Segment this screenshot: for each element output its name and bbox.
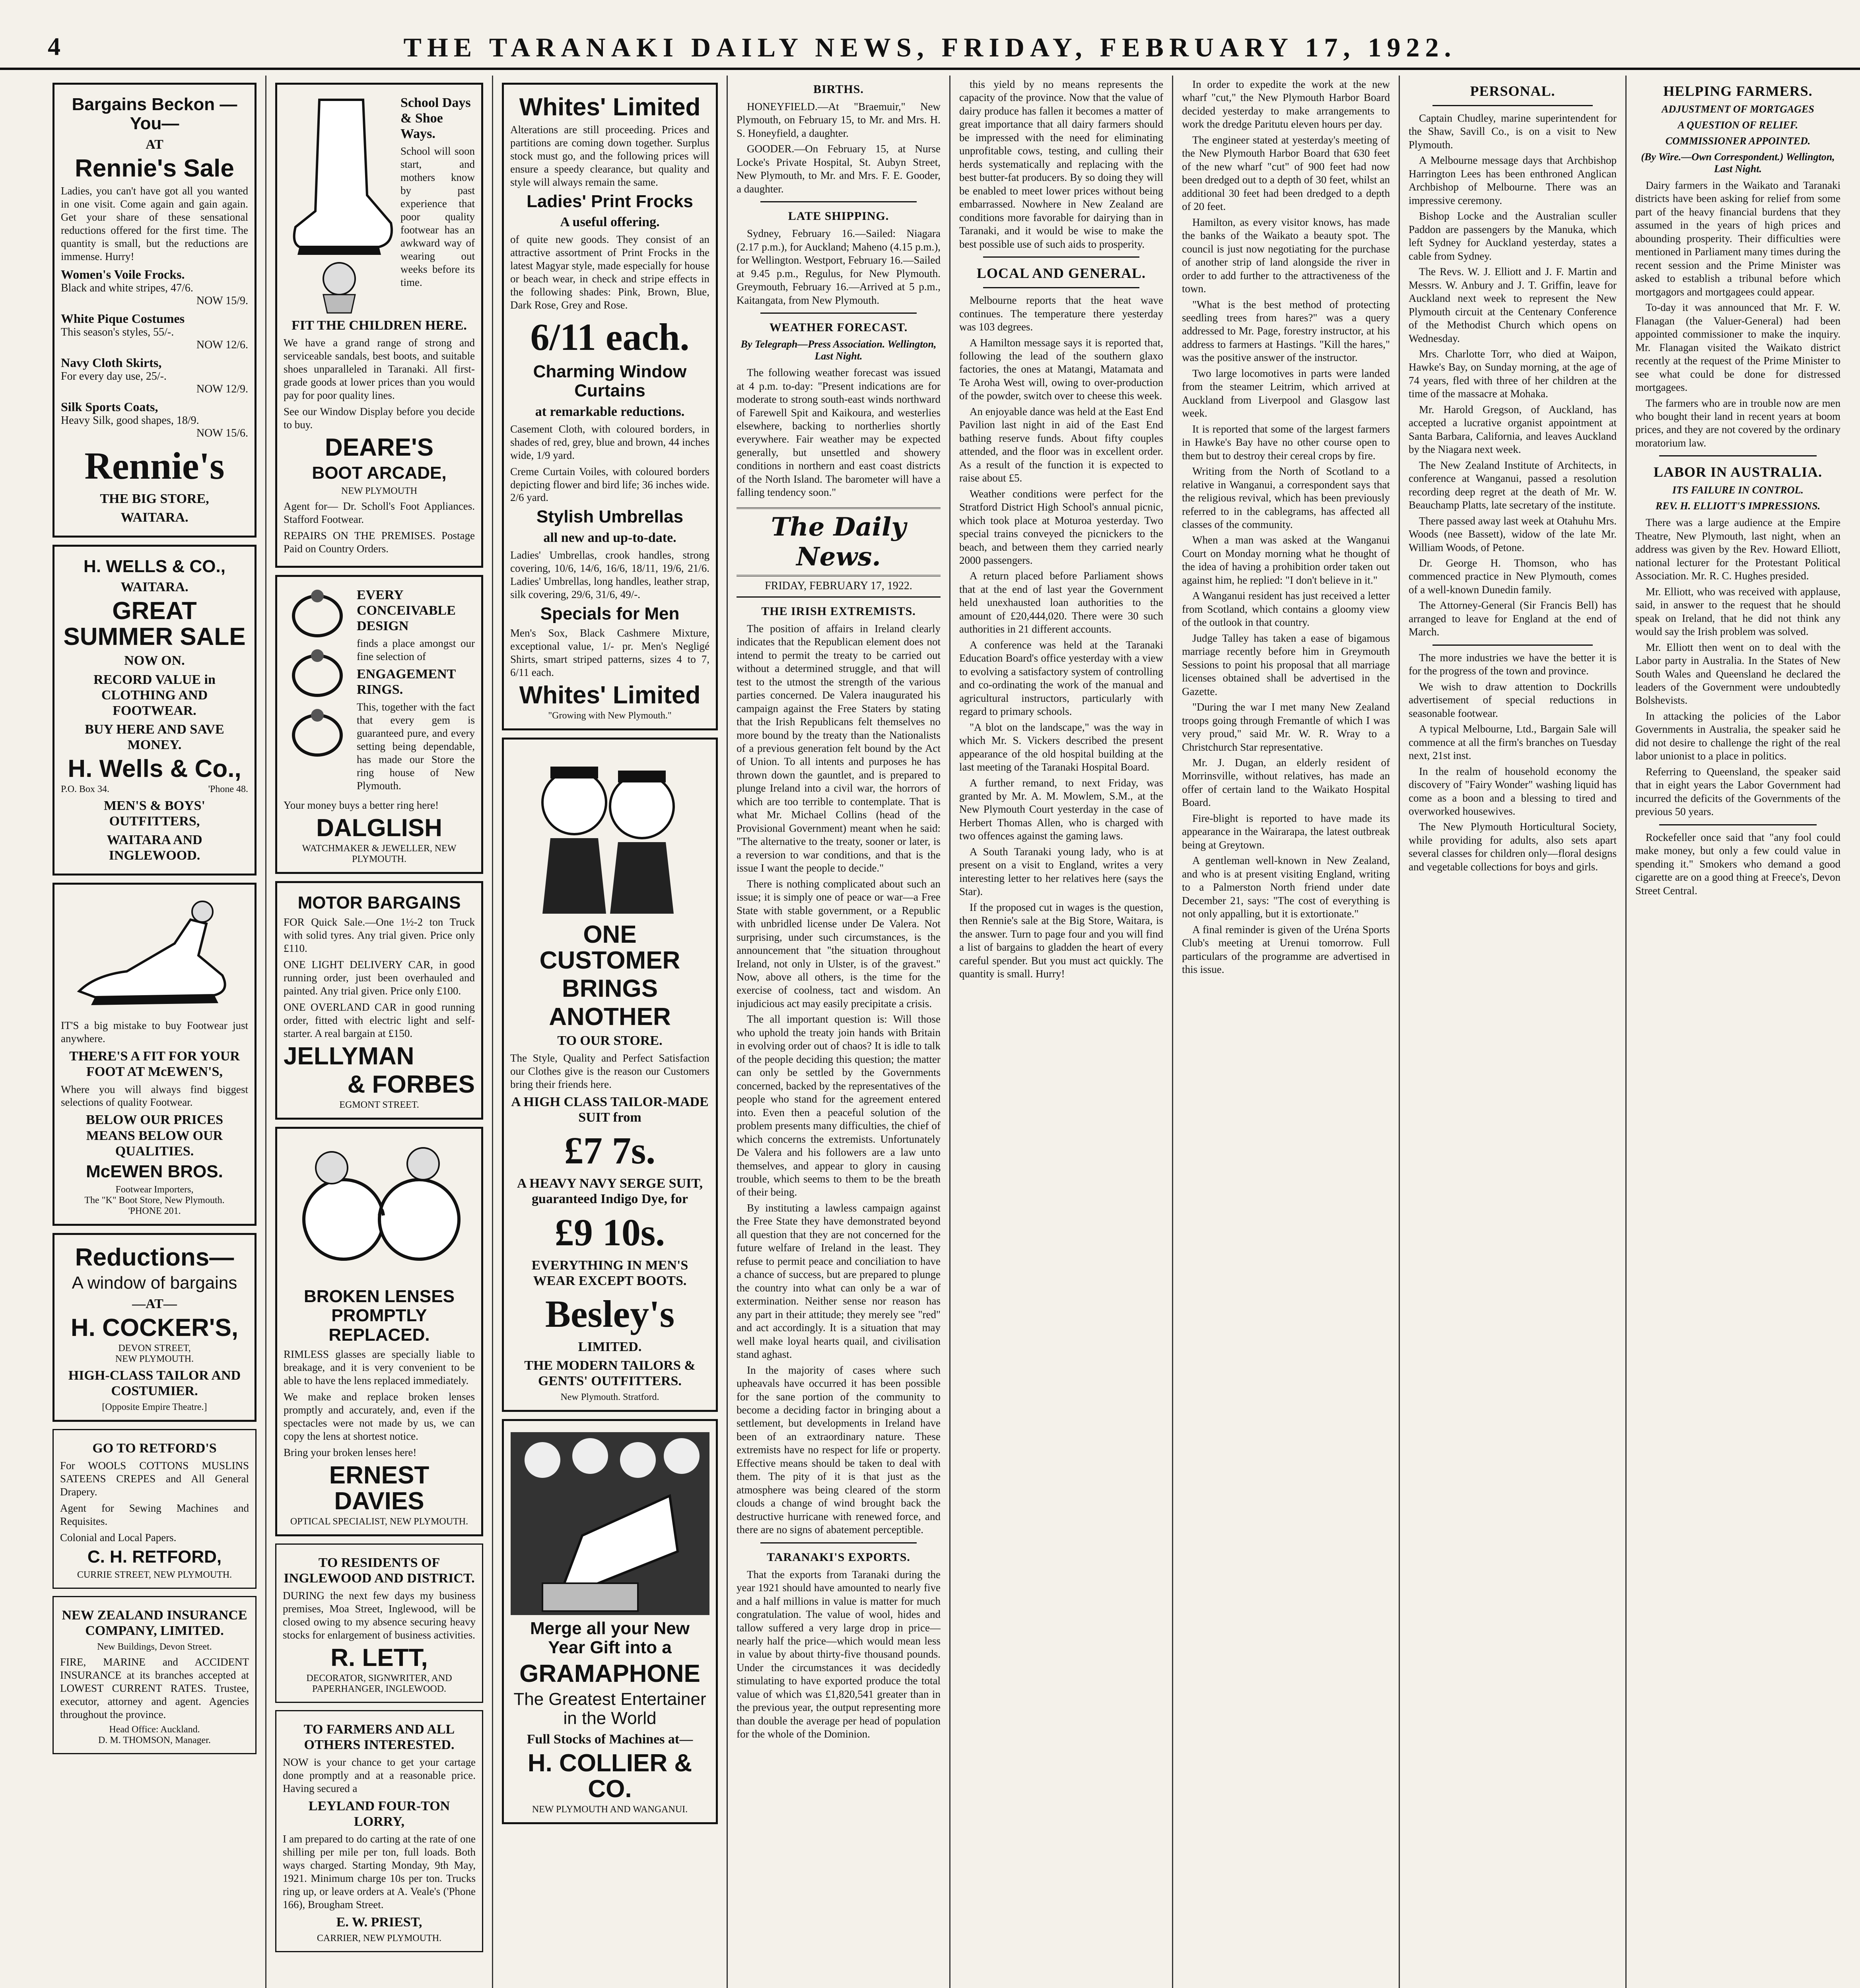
personal-paragraph: In the realm of household economy the discovery of "Fairy Wonder" washing liquid has come as a boon and a blessing to tired and overworked housewives. [1409, 765, 1617, 817]
irish-paragraph: The position of affairs in Ireland clearly indicates that the Republican element does not intend to permit the treaty to be carried out without a determined struggle, and that will test to the utmost the strength of the various parties concerned. De Valera inaugurated his campaign against the Free Staters by stating that the Irish Republicans felt themselves no more bound by the treaty than the Nationalists of a previous generation felt bound by the Act of Union. To all intents and purposes he has thrown down the gauntlet, and is prepared to plunge Ireland into a civil war, the horrors of which are too terrible to contemplate. That is what Mr. Michael Collins (head of the Provisional Government) meant when he said: "The alternative to the treaty, sooner or later, is a reversion to war conditions, and that is the issue I want the people to decide." [737, 622, 941, 874]
collier-towns: NEW PLYMOUTH AND WANGANUI. [532, 1804, 688, 1815]
priest-body: NOW is your chance to get your cartage done promptly and at a reasonable price. Having secured a [283, 1756, 476, 1794]
news-paragraph: A Wanganui resident has just received a letter from Scotland, which contains a gloomy view of the outlook in that country. [1182, 590, 1390, 629]
davies-trade: OPTICAL SPECIALIST, NEW PLYMOUTH. [290, 1516, 468, 1527]
whites-name-footer: Whites' Limited [519, 681, 701, 709]
labor-paragraph: There was a large audience at the Empire Theatre, New Plymouth, last night, when an address was given by the Rev. Howard Elliott, national lecturer for the Protestant Political Association. Mr. R. C. Hughes presided. [1635, 516, 1841, 582]
deare-head: School Days & Shoe Ways. [400, 95, 471, 142]
wells-name-large: H. Wells & Co., [68, 755, 241, 783]
rennie-ad [52, 83, 257, 538]
besley-head1: ONE CUSTOMER [539, 920, 680, 974]
column-5 [950, 76, 1173, 1988]
gramophone-illustration [511, 1432, 709, 1615]
labor-paragraph: Mr. Elliott then went on to deal with the Labor party in Australia. In the States of New South Wales and Queensland he declared the leaders of the Government were undoubtedly Bolshevists. [1635, 641, 1841, 707]
news-paragraph: Hamilton, as every visitor knows, has made the banks of the Waikato a beauty spot. The council is just now negotiating for the purchase of another strip of land alongside the river in order to add further to the attractiveness of the town. [1182, 216, 1390, 295]
divider [1659, 824, 1817, 825]
priest-name: E. W. PRIEST, [336, 1914, 422, 1930]
motor-item: ONE LIGHT DELIVERY CAR, in good running order, just been overhauled and painted. Any trial given. Price only £100. [284, 959, 475, 997]
deare-top-text [400, 92, 475, 292]
news-paragraph: Fire-blight is reported to have made its appearance in the Wairarapa, the latest outbreak being at Greytown. [1182, 812, 1390, 851]
deare-town: NEW PLYMOUTH [341, 486, 418, 497]
divider [760, 1542, 917, 1543]
labor-heading: LABOR IN AUSTRALIA. [1653, 464, 1823, 480]
besley-serge-price: £9 10s. [554, 1211, 665, 1254]
whites-curtains-sub: at remarkable reductions. [535, 404, 685, 419]
news-paragraph: Two large locomotives in parts were landed from the steamer Leitrim, which arrived at Auckland from Liverpool and Glasgow last week. [1182, 367, 1390, 419]
priest-ad [275, 1710, 483, 1952]
whites-men-body: Men's Sox, Black Cashmere Mixture, exceptional value, 1/- pr. Men's Negligé Shirts, smart striped patterns, sizes 4 to 7, 6/11 each. [510, 627, 709, 678]
deare-arcade: BOOT ARCADE, [312, 463, 447, 483]
priest-head: TO FARMERS AND ALL OTHERS INTERESTED. [303, 1722, 455, 1752]
shipping-heading: LATE SHIPPING. [788, 210, 889, 223]
irish-paragraph: By instituting a lawless campaign against the Free State they have demonstrated beyond all question that they are not concerned for the future welfare of Ireland in the least. They refuse to permit peace and conciliation to have a chance of success, but are prepared to plunge the country into what can only be a war of extermination. Neither sense nor reason has any part in their attitude; they merely see "red" and act accordingly. It is a situation that may well make loyal hearts quail, and civilisation stand aghast. [737, 1202, 941, 1361]
dalglish-rings: ENGAGEMENT RINGS. [357, 667, 456, 697]
labor-paragraph: Mr. Elliott, who was received with applause, said, in answer to the request that he should speak on Ireland, that he did not think any would say the Irish problem was solved. [1635, 585, 1841, 638]
besley-ltd: LIMITED. [578, 1339, 642, 1354]
farmers-byline: (By Wire.—Own Correspondent.) Wellington, Last Night. [1641, 151, 1835, 175]
item-name: Navy Cloth Skirts, [61, 355, 162, 370]
personal-paragraph: A Melbourne message days that Archbishop Harrington Lees has been enthroned Anglican Archbishop of Melbourne. There was an impressive ceremony. [1409, 154, 1617, 206]
besley-every: EVERYTHING IN MEN'S WEAR EXCEPT BOOTS. [531, 1258, 688, 1288]
deare-name: DEARE'S [325, 433, 434, 461]
lett-trade: DECORATOR, SIGNWRITER, AND PAPERHANGER, INGLEWOOD. [306, 1673, 452, 1694]
personal-paragraph: There passed away last week at Otahuhu Mrs. Woods (nee Bassett), widow of the late Mr. William Woods, of Petone. [1409, 514, 1617, 553]
news-paragraph: It is reported that some of the largest farmers in Hawke's Bay have no other course open to them but to destroy their cereal crops by fire. [1182, 423, 1390, 462]
mcewen-fit: THERE'S A FIT FOR YOUR FOOT AT McEWEN'S, [69, 1049, 240, 1079]
local-paragraph: A return placed before Parliament shows that at the end of last year the Government held unexhausted loan authorities to the amount of £20,444,020. There were 30 such authorities in 21 different accounts. [959, 570, 1163, 635]
rennie-item [61, 355, 248, 396]
collier-product: GRAMAPHONE [519, 1660, 700, 1687]
exports-continued: this yield by no means represents the capacity of the province. Now that the value of dairy produce has fallen it becomes a matter of great importance that all dairy farmers should be impressed with the need for eliminating unprofitable cows, testing, and culling their herds systematically and replacing with the best butter-fat producers. By so doing they will be enabled to meet lower prices without being embarrassed. Nowhere in New Zealand are conditions more favorable for dairying than in Taranaki, and it would be wise to make the best possible use of such aids to prosperity. [959, 78, 1163, 250]
news-paragraph: The engineer stated at yesterday's meeting of the New Plymouth Harbor Board that 630 feet of the new wharf "cut" of 900 feet had now been dredged out to a depth of 30 feet, whilst an additional 30 feet had been dredged to a depth of 20 feet. [1182, 134, 1390, 213]
mcewen-below: BELOW OUR PRICES MEANS BELOW OUR QUALITIES. [86, 1112, 224, 1159]
collier-stock: Full Stocks of Machines at— [527, 1732, 693, 1747]
cocker-head: Reductions— [75, 1244, 234, 1272]
irish-heading: THE IRISH EXTREMISTS. [761, 604, 916, 618]
item-desc: Heavy Silk, good shapes, 18/9. [61, 414, 199, 427]
news-paragraph: In order to expedite the work at the new wharf "cut," the New Plymouth Harbor Board decided yesterday to make arrangements to work the dredge Paritutu eleven hours per day. [1182, 78, 1390, 130]
personal-paragraph: Dr. George H. Thomson, who has commenced practice in New Plymouth, comes of a well-known Dunedin family. [1409, 557, 1617, 596]
insurance-body: FIRE, MARINE and ACCIDENT INSURANCE at its branches accepted at LOWEST CURRENT RATES. Trustee, executor, attorney and agent. Agencies throughout the province. [60, 1656, 249, 1720]
besley-towns: New Plymouth. Stratford. [560, 1392, 659, 1402]
personal-paragraph: We wish to draw attention to Dockrills advertisement of special reductions in seasonable footwear. [1409, 680, 1617, 719]
local-paragraph: Weather conditions were perfect for the Stratford District High School's annual picnic, which took place at Moturoa yesterday. Two special trains conveyed the picnickers to the beach, and between them they carried nearly 2000 passengers. [959, 487, 1163, 566]
priest-body2: I am prepared to do carting at the rate of one shilling per mile per ton, full loads. Both ways charged. Starting Monday, 9th May, 1921. Minimum charge 10s per ton. Trucks ring up, or leave orders at A. Veale's ('Phone 166), Brougham Street. [283, 1833, 476, 1910]
farmers-sub2: A QUESTION OF RELIEF. [1677, 119, 1798, 131]
insurance-office: Head Office: Auckland. [109, 1724, 200, 1735]
mcewen-name: McEWEN BROS. [86, 1161, 223, 1181]
wells-contact [61, 784, 248, 795]
news-paragraph: When a man was asked at the Wanganui Court on Monday morning what he thought of the idea of having a prohibition order taken out against him, he replied: "I don't believe in it." [1182, 534, 1390, 586]
mcewen-ad [52, 883, 257, 1226]
whites-frocks-body: of quite new goods. They consist of an attractive assortment of Print Frocks in the latest Magyar style, made especially for house or beach wear, in check and stripe effects in the following shades: Pink, Brown, Blue, Dark Rose, Grey and Rose. [510, 233, 709, 311]
davies-head: BROKEN LENSES PROMPTLY REPLACED. [304, 1286, 455, 1345]
whites-frocks-price: 6/11 each. [530, 315, 690, 358]
deare-top [284, 92, 475, 315]
retford-addr: CURRIE STREET, NEW PLYMOUTH. [77, 1570, 232, 1580]
dalglish-text [357, 584, 475, 796]
divider [760, 201, 917, 202]
item-price: NOW 12/9. [196, 382, 248, 395]
insurance-addr: New Buildings, Devon Street. [97, 1642, 212, 1652]
divider [983, 256, 1139, 258]
dalglish-find: finds a place amongst our fine selection of [357, 637, 475, 663]
item-price: NOW 12/6. [196, 338, 248, 351]
whites-intro: Alterations are still proceeding. Prices and partitions are coming down together. Surplus stock must go, and the following prices will ensure a speedy clearance, but quality and style will always remain the same. [510, 124, 709, 188]
column-8 [1627, 76, 1849, 1988]
personal-paragraph: The Attorney-General (Sir Francis Bell) has arranged to leave for England at the end of March. [1409, 599, 1617, 638]
column-4 [728, 76, 950, 1988]
retford-ad [52, 1429, 257, 1589]
wells-name: H. WELLS & CO., [84, 556, 225, 576]
item-desc: For every day use, 25/-. [61, 370, 167, 382]
dalglish-trade: WATCHMAKER & JEWELLER, NEW PLYMOUTH. [302, 843, 457, 864]
spectacles-illustration [288, 1140, 471, 1283]
cocker-trade: HIGH-CLASS TAILOR AND COSTUMIER. [68, 1368, 241, 1398]
besley-serge: A HEAVY NAVY SERGE SUIT, guaranteed Indigo Dye, for [517, 1176, 703, 1207]
local-paragraph: A South Taranaki young lady, who is at present on a visit to England, writes a very interesting letter to her relatives here (says the Star). [959, 845, 1163, 898]
priest-lorry: LEYLAND FOUR-TON LORRY, [308, 1798, 450, 1829]
dalglish-head: EVERY CONCEIVABLE DESIGN [357, 587, 456, 634]
exports-text: That the exports from Taranaki during the year 1921 should have amounted to nearly five and a half millions in value is matter for much congratulation. The value of wool, hides and tallow suffered a very large drop in price—nearly half the price—which would mean less in value by about thirty-five thousand pounds. Under the circumstances it was decidedly stimulating to have exported produce the total value of which was £1,820,541 greater than in the previous year, the output representing more than double the average per head of population for the whole of the Dominion. [737, 1568, 941, 1740]
labor-sub2: REV. H. ELLIOTT'S IMPRESSIONS. [1655, 500, 1821, 512]
lett-name: R. LETT, [330, 1644, 428, 1672]
farmers-paragraph: The farmers who are in trouble now are men who bought their land in recent years at boom prices, and they are not covered by the ordinary moratorium law. [1635, 397, 1841, 449]
local-paragraph: A conference was held at the Taranaki Education Board's office yesterday with a view to evolving a satisfactory system of controlling and co-ordinating the work of the manual and agricultural instructors, particularly with regard to primary schools. [959, 639, 1163, 718]
farmers-sub3: COMMISSIONER APPOINTED. [1665, 135, 1811, 147]
weather-text: The following weather forecast was issued at 4 p.m. to-day: "Present indications are for moderate to strong south-east winds northward of Farewell Spit and Kaikoura, and westerlies elsewhere, backing to northerlies shortly everywhere. Fair weather may be expected generally, but unsettled and showery conditions in northern and east coast districts of the North Island. The barometer will have a falling tendency soon." [737, 367, 941, 499]
deare-body: School will soon start, and mothers know by past experience that poor quality footwear has an awkward way of wearing out weeks before its time. [400, 145, 475, 288]
davies-body2: We make and replace broken lenses promptly and accurately, and, even if the spectacles were not made by us, we can copy the lens at shortest notice. [284, 1390, 475, 1442]
wells-towns: WAITARA AND INGLEWOOD. [107, 833, 202, 863]
motor-name2: & FORBES [347, 1070, 475, 1098]
motor-ad [275, 881, 483, 1120]
davies-name: ERNEST DAVIES [329, 1461, 430, 1515]
birth-notice: GOODER.—On February 15, at Nurse Locke's Private Hospital, St. Aubyn Street, New Plymouth, to Mr. and Mrs. F. E. Gooder, a daughter. [737, 143, 941, 195]
farmers-sub1: ADJUSTMENT OF MORTGAGES [1662, 103, 1814, 115]
motor-street: EGMONT STREET. [339, 1099, 419, 1110]
rennie-item [61, 311, 248, 351]
deare-ad [275, 83, 483, 568]
lett-ad [275, 1543, 483, 1703]
davies-bring: Bring your broken lenses here! [284, 1446, 417, 1458]
besley-head2: BRINGS [562, 975, 658, 1003]
besley-suit: A HIGH CLASS TAILOR-MADE SUIT from [511, 1095, 709, 1125]
whites-umbrellas-sub: all new and up-to-date. [543, 530, 676, 545]
insurance-name: NEW ZEALAND INSURANCE COMPANY, LIMITED. [62, 1608, 247, 1639]
collier-ad [502, 1419, 718, 1824]
besley-suit-price: £7 7s. [564, 1129, 656, 1172]
column-1 [44, 76, 266, 1988]
besley-head3: ANOTHER [549, 1003, 671, 1031]
shipping-text: Sydney, February 16.—Sailed: Niagara (2.17 p.m.), for Auckland; Maheno (4.15 p.m.), for Wellington. Westport, February 16.—Sailed at 9.45 p.m., Regulus, for New Plymouth. Greymouth, February 16.—Arrived at 5 p.m., Kaitangata, from New Plymouth. [737, 227, 941, 306]
retford-agent: Agent for Sewing Machines and Requisites. [60, 1502, 249, 1527]
page-title: THE TARANAKI DAILY NEWS, FRIDAY, FEBRUARY 17, 1922. [403, 32, 1457, 62]
weather-byline: By Telegraph—Press Association. Wellington, Last Night. [741, 338, 937, 362]
besley-ad [502, 738, 718, 1412]
personal-paragraph: The more industries we have the better it is for the progress of the town and province. [1409, 651, 1617, 677]
cocker-at: —AT— [132, 1296, 177, 1311]
cocker-opp: [Opposite Empire Theatre.] [102, 1402, 207, 1412]
cocker-street: DEVON STREET, [118, 1343, 191, 1353]
divider [1432, 105, 1593, 106]
column-3 [493, 76, 728, 1988]
cocker-name: H. COCKER'S, [70, 1314, 239, 1342]
divider [760, 313, 917, 314]
divider [1659, 455, 1817, 456]
motor-item: ONE OVERLAND CAR in good running order, fitted with electric light and self-starter. A real bargain at £150. [284, 1001, 475, 1039]
rennie-sale: Rennie's Sale [75, 154, 234, 182]
retford-items: For WOOLS COTTONS MUSLINS SATEENS CREPES and All General Drapery. [60, 1460, 249, 1498]
insurance-ad [52, 1596, 257, 1754]
two-men-illustration [515, 751, 706, 918]
besley-body: The Style, Quality and Perfect Satisfaction our Clothes give is the reason our Customers bring their friends here. [510, 1052, 709, 1091]
editorial-date: FRIDAY, FEBRUARY 17, 1922. [737, 580, 941, 598]
news-paragraph: "What is the best method of protecting seedling trees from hares?" was a query addressed to Mr. Page, forestry instructor, at his address to farmers at Hastings. "Kill the hares," was the positive answer of the instructor. [1182, 298, 1390, 364]
local-heading: LOCAL AND GENERAL. [976, 265, 1146, 282]
personal-heading: PERSONAL. [1470, 83, 1555, 99]
birth-notice: HONEYFIELD.—At "Braemuir," New Plymouth, on February 15, to Mr. and Mrs. H. S. Honeyfield, a daughter. [737, 101, 941, 139]
whites-slogan: "Growing with New Plymouth." [548, 710, 672, 721]
column-7 [1400, 76, 1627, 1988]
wells-town: WAITARA. [121, 580, 189, 595]
item-price: NOW 15/6. [196, 427, 248, 439]
weather-heading: WEATHER FORECAST. [769, 321, 908, 334]
wells-buy: BUY HERE AND SAVE MONEY. [85, 722, 224, 752]
ring-illustration [284, 584, 351, 791]
paper-name: The Daily News. [737, 507, 941, 577]
news-paragraph: A final reminder is given of the Uréna Sports Club's meeting at Urenui tomorrow. Full particulars of the programme are advertised in this issue. [1182, 923, 1390, 975]
davies-body: RIMLESS glasses are specially liable to breakage, and it is very convenient to be able to have the lens replaced immediately. [284, 1348, 475, 1386]
davies-ad [275, 1127, 483, 1536]
motor-item: FOR Quick Sale.—One 1½-2 ton Truck with solid tyres. Any trial given. Price only £110. [284, 916, 475, 955]
masthead [0, 24, 1860, 70]
irish-paragraph: There is nothing complicated about such an issue; it is simply one of peace or war—a Free State with stable government, or a Republic with unbridled license under De Valera. Not surprising, under such circumstances, is the announcement that "the situation throughout Ireland, not only in Ulster, is of the gravest." Now, above all others, is the time for the exercise of coolness, tact and wisdom. An injudicious act may easily precipitate a crisis. [737, 878, 941, 1010]
births-heading: BIRTHS. [813, 83, 864, 96]
personal-paragraph: The Revs. W. J. Elliott and J. F. Martin and Messrs. W. Anbury and J. T. Griffin, leave for Auckland next week to represent the New Plymouth circuit at the Centenary Conference of the Methodist Church which opens on Wednesday. [1409, 266, 1617, 344]
rennie-intro: Ladies, you can't have got all you wanted in one visit. Come again and gain again. Get your share of these sensational reductions offered for the first time. The quantity is small, but the reductions are immense. Hurry! [61, 184, 248, 262]
labor-paragraph: Referring to Queensland, the speaker said that in eight years the Labor Government had incurred the deficits of the Governments of the previous 50 years. [1635, 765, 1841, 818]
boot-illustration [284, 92, 395, 315]
besley-trade: THE MODERN TAILORS & GENTS' OUTFITTERS. [524, 1358, 696, 1388]
deare-see: See our Window Display before you decide to buy. [284, 405, 475, 431]
rennie-item [61, 400, 248, 440]
mcewen-addr: The "K" Boot Store, New Plymouth. [84, 1195, 225, 1206]
item-price: NOW 15/9. [196, 294, 248, 307]
farmers-paragraph: Dairy farmers in the Waikato and Taranaki districts have been asking for relief from some part of the heavy financial burdens that they assumed in the years of high prices and abounding prosperity. Their difficulties were mentioned in Parliament many times during the recent session and the Prime Minister was asked to establish a tribunal before which mortgagors and mortgagees could appear. [1635, 179, 1841, 298]
cocker-line: A window of bargains [72, 1273, 237, 1293]
labor-paragraph: Rockefeller once said that "any fool could make money, but only a few could value in spending it." Smokers who demand a good cigarette are on a good thing at Freece's, Devon Street Central. [1635, 831, 1841, 897]
whites-frocks: Ladies' Print Frocks [527, 191, 693, 211]
collier-merge: Merge all your New Year Gift into a [530, 1618, 690, 1658]
news-paragraph: Judge Talley has taken a ease of bigamous marriage recently before him in Greymouth Sessions to point his proposal that all marriage licenses obtained shall be advertised in the Gazette. [1182, 632, 1390, 697]
whites-ad [502, 83, 718, 730]
item-name: Women's Voile Frocks. [61, 267, 185, 282]
rennie-brand: Rennie's [84, 444, 225, 487]
priest-trade: CARRIER, NEW PLYMOUTH. [317, 1933, 442, 1943]
exports-heading: TARANAKI'S EXPORTS. [767, 1550, 910, 1564]
personal-paragraph: Mrs. Charlotte Torr, who died at Waipon, Hawke's Bay, on Sunday morning, at the age of 74 years, fled with three of her children at the time of the massacre at Mohaka. [1409, 348, 1617, 400]
personal-paragraph: Bishop Locke and the Australian sculler Paddon are passengers by the Manuka, which left Sydney for Auckland yesterday, states a cable from Sydney. [1409, 210, 1617, 262]
mcewen-lead: IT'S a big mistake to buy Footwear just anywhere. [61, 1019, 248, 1045]
motor-name1: JELLYMAN [284, 1042, 414, 1070]
dalglish-bonus: Your money buys a better ring here! [284, 799, 439, 811]
mcewen-where: Where you will always find biggest selections of quality Footwear. [61, 1083, 248, 1109]
besley-to: TO OUR STORE. [557, 1033, 663, 1048]
retford-head: GO TO RETFORD'S [92, 1441, 217, 1456]
retford-name: C. H. RETFORD, [87, 1547, 222, 1567]
dalglish-ad [275, 575, 483, 874]
insurance-manager: D. M. THOMSON, Manager. [98, 1735, 211, 1745]
labor-sub1: ITS FAILURE IN CONTROL. [1672, 484, 1804, 496]
dalglish-top [284, 584, 475, 796]
besley-name: Besley's [545, 1292, 675, 1335]
local-paragraph: A Hamilton message says it is reported that, following the lead of the southern glaxo factories, the ones at Matangi, Matamata and Te Aroha West will, owing to over-production of the powder, switch over to cheese this week. [959, 336, 1163, 402]
wells-box: P.O. Box 34. [61, 784, 110, 795]
mcewen-phone: 'PHONE 201. [128, 1206, 181, 1217]
news-paragraph: "During the war I met many New Zealand troops going through Fremantle of which I was very proud," said Mr. W. R. Wray to a Christchurch Star representative. [1182, 701, 1390, 753]
item-desc: Black and white stripes, 47/6. [61, 282, 193, 294]
whites-name: Whites' Limited [519, 93, 701, 121]
wells-sale: GREAT SUMMER SALE [63, 597, 246, 651]
personal-paragraph: The New Plymouth Horticultural Society, while providing for adults, also sets apart several classes for children only—floral designs and vegetable collections for boys and girls. [1409, 821, 1617, 873]
deare-text: We have a grand range of strong and serviceable sandals, best boots, and suitable shoes unparalleled in Taranaki. All first-grade goods at lower prices than you would pay for poor quality lines. [284, 337, 475, 401]
wells-now: NOW ON. [124, 653, 185, 668]
local-paragraph: If the proposed cut in wages is the question, then Rennie's sale at the Big Store, Waitara, is the answer. Turn to page four and you will find a list of bargains to gladden the heart of every careful spender. But you must act quickly. The quantity is small. Hurry! [959, 901, 1163, 980]
local-paragraph: "A blot on the landscape," was the way in which Mr. S. Vickers described the present appearance of the old hospital building at the last meeting of the Taranaki Hospital Board. [959, 721, 1163, 773]
mcewen-sub: Footwear Importers, [115, 1184, 194, 1195]
motor-head: MOTOR BARGAINS [297, 893, 461, 912]
irish-paragraph: The all important question is: Will those who uphold the treaty join hands with Britain in evolving order out of chaos? It is idle to talk of the people deciding this question; the matter can only be settled by the Governments concerned, backed by the representatives of the people who stand for the agreement entered into. Even then a peaceful solution of the problem presents many difficulties, the chief of which concerns the extremists. Unfortunately De Valera and his followers are a law unto themselves, and appear to glory in causing trouble, which seems to them to be the breath of their being. [737, 1013, 941, 1198]
wells-value: RECORD VALUE in CLOTHING AND FOOTWEAR. [93, 672, 216, 718]
rennie-store: THE BIG STORE, [100, 491, 209, 506]
item-name: White Pique Costumes [61, 311, 185, 326]
news-paragraph: Mr. J. Dugan, an elderly resident of Morrinsville, without relatives, has made an offer of certain land to the Waikato Hospital Board. [1182, 756, 1390, 809]
dalglish-body: This, together with the fact that every gem is guaranteed pure, and every setting being dependable, has made our Store the ring house of New Plymouth. [357, 701, 475, 792]
whites-curtains-body2: Creme Curtain Voiles, with coloured borders depicting flower and bird life; 36 inches wide. 2/6 yard. [510, 465, 709, 504]
personal-paragraph: Mr. Harold Gregson, of Auckland, has accepted a lucrative organist appointment at Santa Barbara, California, and leaves Auckland by the Niagara next week. [1409, 403, 1617, 456]
cocker-town: NEW PLYMOUTH. [115, 1353, 194, 1364]
collier-tag: The Greatest Entertainer in the World [513, 1689, 706, 1728]
irish-paragraph: In the majority of cases where such upheavals have occurred it has been possible for the sane portion of the community to become a deciding factor in bringing about a settlement, but developments in Ireland have been of an extraordinary nature. These extremists have no respect for life or property. Effective means should be taken to deal with them. The pity of it is that just as the atmosphere was being cleared of the storm clouds a change of wind brought back the destructive hurricane with renewed force, and there are no signs of abatement perceptible. [737, 1364, 941, 1536]
rennie-at: AT [146, 137, 163, 152]
local-paragraph: A further remand, to next Friday, was granted by Mr. A. M. Mowlem, S.M., at the New Plymouth Court yesterday in the case of Herbert Thomas Allen, who is charged with two offences against the gaming laws. [959, 777, 1163, 842]
column-6 [1173, 76, 1400, 1988]
personal-paragraph: The New Zealand Institute of Architects, in conference at Wanganui, passed a resolution recording deep regret at the death of Mr. W. Beauchamp Platts, late secretary of the institute. [1409, 459, 1617, 511]
wells-phone: 'Phone 48. [208, 784, 248, 795]
whites-umbrellas-body: Ladies' Umbrellas, crook handles, strong covering, 10/6, 14/6, 16/6, 18/11, 19/6, 21/6. Ladies' Umbrellas, long handles, leather strap, silk covering, 29/6, 31/6, 49/-. [510, 549, 709, 600]
farmers-paragraph: To-day it was announced that Mr. F. W. Flanagan (the Valuer-General) had been appointed commissioner to make the inquiry. Mr. Flanagan visited the Waikato district recently at the request of the Prime Minister to see what could be done for distressed mortgagees. [1635, 301, 1841, 394]
divider [983, 287, 1139, 288]
local-paragraph: Melbourne reports that the heat wave continues. The temperature there yesterday was 103 degrees. [959, 294, 1163, 333]
cocker-ad [52, 1233, 257, 1422]
whites-men: Specials for Men [540, 604, 680, 623]
item-desc: This season's styles, 55/-. [61, 326, 174, 338]
item-name: Silk Sports Coats, [61, 399, 158, 414]
news-paragraph: Writing from the North of Scotland to a relative in Wanganui, a correspondent says that the religious revival, which has been previously referred to in the cablegrams, has affected all classes of the community. [1182, 465, 1390, 530]
retford-colonial: Colonial and Local Papers. [60, 1531, 177, 1543]
labor-paragraph: In attacking the policies of the Labor Governments in Australia, the speaker said he did not desire to challenge the right of the real labor unionist to a place in politics. [1635, 710, 1841, 762]
deare-repairs: REPAIRS ON THE PREMISES. Postage Paid on Country Orders. [284, 530, 475, 555]
personal-paragraph: A typical Melbourne, Ltd., Bargain Sale will commence at all the firm's branches on Tuesday next, 21st inst. [1409, 723, 1617, 762]
shoe-illustration [71, 896, 238, 1015]
personal-paragraph: Captain Chudley, marine superintendent for the Shaw, Savill Co., is on a visit to New Plymouth. [1409, 112, 1617, 151]
lett-body: DURING the next few days my business premises, Moa Street, Inglewood, will be closed owing to my absence securing heavy stocks for enlargement of business activities. [283, 1589, 476, 1641]
news-paragraph: A gentleman well-known in New Zealand, and who is at present visiting England, writing to a Palmerston North friend under date December 21, says: "The cost of everything is not only appalling, but it is extortionate." [1182, 854, 1390, 920]
collier-name: H. COLLIER & CO. [527, 1749, 692, 1803]
farmers-heading: HELPING FARMERS. [1663, 83, 1813, 99]
whites-frocks-sub: A useful offering. [560, 215, 660, 230]
whites-umbrellas: Stylish Umbrellas [536, 507, 684, 527]
wells-outfit: MEN'S & BOYS' OUTFITTERS, [103, 798, 206, 829]
deare-agent: Agent for— Dr. Scholl's Foot Appliances. Stafford Footwear. [284, 500, 475, 526]
whites-curtains-body: Casement Cloth, with coloured borders, in shades of red, grey, blue and brown, 44 inches wide, 1/9 yard. [510, 423, 709, 461]
local-paragraph: An enjoyable dance was held at the East End Pavilion last night in aid of the East End bathing reserve funds. About fifty couples attended, and the floor was in excellent order. As a result of the function it is expected to raise about £5. [959, 405, 1163, 484]
rennie-town: WAITARA. [121, 510, 189, 525]
dalglish-name: DALGLISH [316, 814, 442, 842]
whites-curtains: Charming Window Curtains [533, 361, 687, 401]
divider [1432, 645, 1593, 646]
lett-head: TO RESIDENTS OF INGLEWOOD AND DISTRICT. [284, 1555, 475, 1586]
wells-ad [52, 545, 257, 876]
rennie-headline: Bargains Beckon —You— [72, 95, 237, 134]
column-2 [266, 76, 493, 1988]
rennie-item [61, 267, 248, 307]
deare-caption: FIT THE CHILDREN HERE. [292, 318, 467, 333]
page-number: 4 [48, 32, 60, 60]
